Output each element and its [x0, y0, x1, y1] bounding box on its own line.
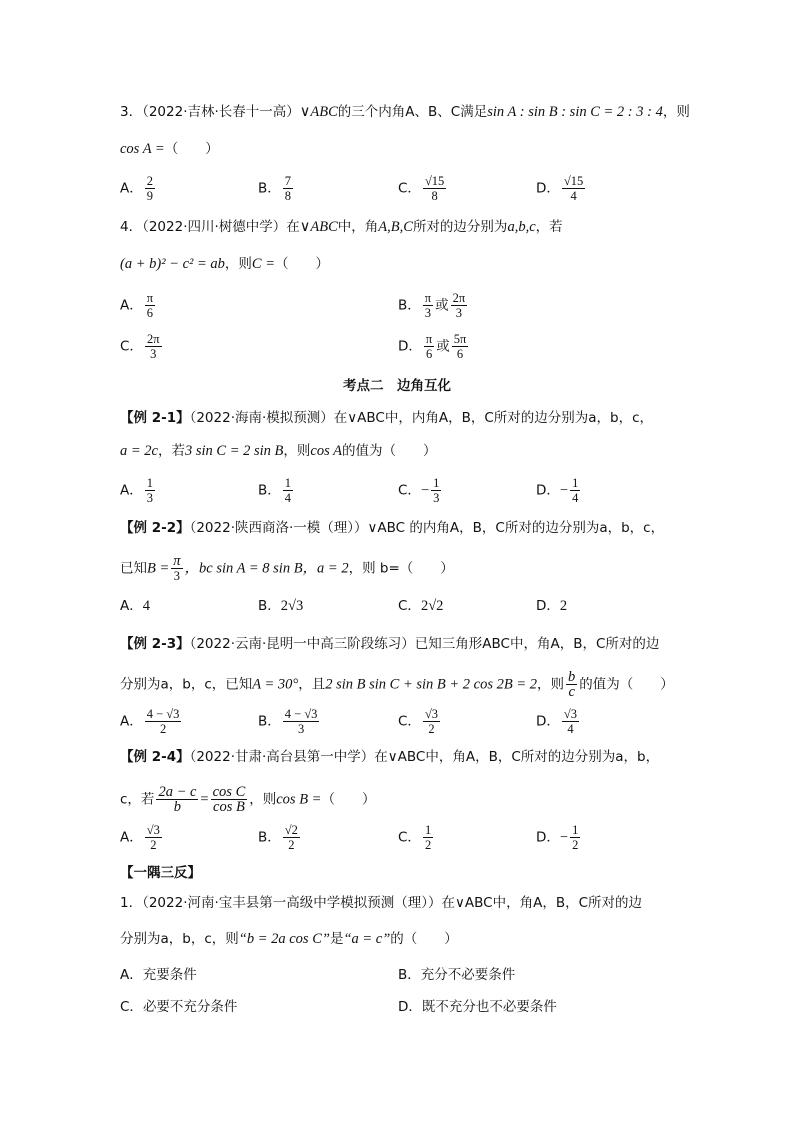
option-label: A．	[120, 297, 143, 314]
fraction-denominator: 3	[424, 306, 432, 320]
fraction-numerator: 1	[572, 823, 579, 837]
option-label: C．	[120, 338, 143, 355]
option-fraction	[283, 823, 300, 852]
question-ask: C =	[251, 256, 275, 272]
fraction-denominator: 6	[456, 347, 464, 361]
q4-option-d[interactable]	[398, 332, 470, 361]
option-value: 2	[559, 598, 568, 614]
e21-option-b[interactable]	[258, 476, 295, 505]
fraction-numerator: 1	[146, 476, 153, 490]
fraction-denominator: 4	[567, 722, 574, 736]
fraction-denominator: 3	[150, 347, 157, 361]
fraction-denominator: b	[173, 799, 182, 815]
option-fraction	[423, 707, 440, 736]
fraction-numerator: 1	[424, 823, 432, 837]
option-label: D．	[398, 338, 422, 355]
option-label: D．	[398, 999, 422, 1015]
practice-stem-line1	[120, 894, 642, 912]
q3-option-a[interactable]	[120, 174, 157, 203]
option-label: B．	[398, 297, 421, 314]
option-fraction	[423, 823, 433, 852]
q4-option-c[interactable]	[120, 332, 164, 361]
minus-sign: −	[559, 482, 569, 499]
answer-blank: （ ）	[275, 256, 329, 272]
option-label: A．	[120, 180, 143, 197]
e22-option-b[interactable]	[258, 597, 303, 615]
stem-text: 在∨ABC中，角A，B，C所对的边分别为a，b，	[374, 749, 660, 765]
stem-text: 已知三角形ABC中，角A，B，C所对的边	[414, 636, 660, 652]
e23-option-c[interactable]	[398, 707, 442, 736]
practice-option-b[interactable]	[398, 966, 515, 984]
fraction-denominator: 4	[284, 491, 292, 505]
q4-option-a[interactable]	[120, 291, 157, 320]
fraction-numerator: 1	[572, 476, 579, 490]
question-number: 4．	[120, 219, 143, 235]
option-fraction	[423, 291, 433, 320]
stem-text: 是	[329, 931, 344, 947]
practice-option-d[interactable]	[398, 998, 557, 1016]
e23-option-a[interactable]	[120, 707, 183, 736]
question-source: （2022·河南·宝丰县第一高级中学模拟预测（理））	[142, 895, 442, 911]
option-text: 既不充分也不必要条件	[421, 999, 557, 1015]
fraction-denominator: 9	[146, 189, 153, 203]
fraction-numerator: √3	[563, 707, 578, 721]
q3-stem-line1	[120, 103, 690, 121]
option-fraction	[562, 707, 579, 736]
question-source: （2022·云南·昆明一中高三阶段练习）	[189, 636, 415, 652]
option-label: C．	[398, 598, 421, 614]
fraction-denominator: 3	[146, 491, 153, 505]
fraction-denominator: 8	[431, 189, 438, 203]
stem-text: 的值为（ ）	[341, 443, 437, 459]
stem-text: 在∨ABC中，内角A，B，C所对的边分别为a，b，c，	[333, 410, 654, 426]
option-label: B．	[258, 713, 281, 730]
option-fraction	[424, 332, 434, 361]
fraction-numerator: π	[146, 291, 154, 305]
option-fraction	[570, 476, 580, 505]
option-fraction	[452, 332, 469, 361]
option-value: 2√3	[280, 598, 304, 614]
option-fraction	[145, 332, 162, 361]
stem-text: ，则	[249, 791, 277, 808]
option-label: D．	[536, 713, 560, 730]
fraction-numerator: π	[173, 553, 181, 569]
question-ask: cos A	[310, 443, 342, 459]
option-label: D．	[536, 482, 560, 499]
example-tag: 【例 2-2】	[120, 520, 190, 536]
q4-option-b[interactable]	[398, 291, 469, 320]
fraction-numerator: √2	[284, 823, 298, 837]
question-source: （2022·四川·树德中学）	[142, 219, 287, 235]
option-label: A．	[120, 713, 143, 730]
fraction-numerator: √15	[424, 174, 445, 188]
fraction-denominator: 8	[284, 189, 292, 203]
fraction-denominator: 3	[173, 569, 181, 583]
sine-condition: 3 sin C = 2 sin B	[184, 443, 284, 459]
option-label: D．	[536, 829, 560, 846]
e23-stem-line1	[120, 635, 659, 653]
condition-quote: “b = 2a cos C”	[238, 931, 330, 947]
equals-sign: =	[200, 791, 209, 808]
option-fraction	[570, 823, 580, 852]
option-fraction	[283, 174, 293, 203]
question-ask: cos A =	[120, 141, 165, 157]
example-tag: 【例 2-4】	[120, 749, 190, 765]
stem-text: 已知	[120, 560, 147, 577]
minus-sign: −	[559, 829, 569, 846]
e24-stem-line1	[120, 748, 659, 766]
stem-text: c，若	[120, 791, 155, 808]
example-tag: 【例 2-1】	[120, 410, 190, 426]
fraction-numerator: √3	[146, 823, 160, 837]
side-names: a,b,c	[507, 219, 536, 235]
section-title: 考点二 边角互化	[343, 378, 451, 394]
or-word: 或	[436, 338, 450, 355]
e24-option-c[interactable]	[398, 823, 435, 852]
stem-text: ，则 b=（ ）	[348, 560, 454, 577]
fraction-numerator: 2π	[452, 291, 466, 305]
angle-names: A、B、C	[405, 104, 461, 120]
option-label: A．	[120, 829, 143, 846]
e24-stem-line2	[120, 785, 375, 814]
stem-text: ，则	[662, 104, 690, 120]
option-label: C．	[398, 829, 421, 846]
option-fraction	[145, 823, 162, 852]
q3-option-d[interactable]	[536, 174, 587, 203]
option-fraction	[451, 291, 468, 320]
option-fraction	[283, 707, 320, 736]
e23-stem-line2	[120, 670, 674, 699]
question-ask: cos B =	[276, 791, 322, 808]
fraction-numerator: 5π	[453, 332, 467, 346]
option-label: C．	[398, 180, 421, 197]
fraction-numerator: √3	[424, 707, 439, 721]
ratio-condition: sin A : sin B : sin C = 2 : 3 : 4	[487, 104, 663, 120]
question-source: （2022·海南·模拟预测）	[189, 410, 334, 426]
option-label: D．	[536, 598, 560, 614]
stem-text: 在∨ABC中，角A，B，C所对的边	[441, 895, 643, 911]
triangle-symbol: ∨ABC	[299, 104, 338, 120]
fraction-denominator: 2	[572, 838, 579, 852]
e23-option-b[interactable]	[258, 707, 321, 736]
fraction-denominator: 2	[288, 838, 295, 852]
stem-text: 中，角	[337, 219, 379, 235]
e22-option-d[interactable]	[536, 597, 567, 615]
fraction-numerator: 1	[284, 476, 292, 490]
option-label: A．	[120, 967, 143, 983]
e24-option-a[interactable]	[120, 823, 164, 852]
equation-condition: ，bc sin A = 8 sin B，a = 2	[184, 560, 349, 577]
condition-quote: “a = c”	[343, 931, 391, 947]
angle-fraction	[171, 554, 182, 583]
left-fraction	[156, 785, 198, 814]
option-text: 充分不必要条件	[420, 967, 516, 983]
fraction-denominator: c	[568, 684, 575, 700]
fraction-numerator: 1	[433, 476, 440, 490]
option-fraction	[562, 174, 585, 203]
fraction-numerator: √15	[563, 174, 584, 188]
stem-text: 满足	[460, 104, 488, 120]
stem-text: ，则	[537, 676, 565, 693]
fraction-numerator: 2	[146, 174, 153, 188]
fraction-denominator: 6	[425, 347, 433, 361]
option-label: A．	[120, 598, 143, 614]
e21-option-d[interactable]	[536, 476, 582, 505]
fraction-denominator: 3	[433, 491, 440, 505]
fraction-numerator: 4 − √3	[284, 707, 318, 721]
option-text: 充要条件	[142, 967, 197, 983]
example-tag: 【例 2-3】	[120, 636, 190, 652]
fraction-denominator: 4	[572, 491, 579, 505]
option-text: 必要不充分条件	[142, 999, 238, 1015]
q4-stem-line2	[120, 255, 329, 273]
option-fraction	[423, 174, 446, 203]
stem-text: 分别为a，b，c，则	[120, 931, 239, 947]
ratio-fraction	[566, 670, 577, 699]
question-source: （2022·陕西商洛·一模（理））	[189, 520, 368, 536]
option-value: 4	[142, 598, 150, 614]
option-fraction	[145, 707, 182, 736]
stem-text: ，若	[535, 219, 563, 235]
or-word: 或	[435, 297, 449, 314]
stem-text: ，则	[224, 256, 252, 272]
fraction-numerator: 2a − c	[158, 784, 197, 800]
stem-text: 的值为（ ）	[579, 676, 674, 693]
fraction-numerator: π	[424, 291, 432, 305]
angle-names: A,B,C	[378, 219, 413, 235]
e22-option-c[interactable]	[398, 597, 443, 615]
option-fraction	[145, 174, 155, 203]
fraction-numerator: b	[568, 669, 576, 685]
answer-blank: （ ）	[321, 791, 376, 808]
right-fraction	[211, 785, 248, 814]
e23-option-d[interactable]	[536, 707, 581, 736]
e21-stem-line2	[120, 442, 436, 460]
e24-option-b[interactable]	[258, 823, 302, 852]
fraction-denominator: 6	[146, 306, 154, 320]
fraction-denominator: 4	[570, 189, 577, 203]
option-label: A．	[120, 482, 143, 499]
fraction-denominator: 3	[297, 722, 305, 736]
fraction-denominator: 2	[424, 838, 432, 852]
question-source: （2022·甘肃·高台县第一中学）	[189, 749, 375, 765]
stem-text: ，且	[298, 676, 326, 693]
angle-b-label: B =	[147, 560, 170, 577]
practice-option-c[interactable]	[120, 998, 237, 1016]
option-label: D．	[536, 180, 560, 197]
fraction-denominator: cos B	[213, 799, 245, 815]
option-fraction	[145, 476, 155, 505]
minus-sign: −	[420, 482, 430, 499]
practice-heading-text: 【一隅三反】	[120, 865, 201, 881]
stem-text: 的（ ）	[390, 931, 458, 947]
fraction-numerator: π	[425, 332, 433, 346]
q3-option-b[interactable]	[258, 174, 295, 203]
fraction-denominator: 2	[428, 722, 435, 736]
option-fraction	[431, 476, 441, 505]
stem-text: ，则	[283, 443, 311, 459]
option-fraction	[145, 291, 155, 320]
q4-stem-line1	[120, 218, 563, 236]
equation-condition: (a + b)² − c² = ab	[120, 256, 225, 272]
fraction-numerator: cos C	[212, 784, 246, 800]
option-label: C．	[398, 713, 421, 730]
e22-stem-line2	[120, 554, 454, 583]
question-number: 1．	[120, 895, 143, 911]
option-label: B．	[258, 482, 281, 499]
practice-option-a[interactable]	[120, 966, 197, 984]
option-label: B．	[398, 967, 421, 983]
stem-text: 所对的边分别为	[412, 219, 508, 235]
question-source: （2022·吉林·长春十一高）	[142, 104, 300, 120]
triangle-symbol: ∨ABC	[299, 219, 338, 235]
practice-heading	[120, 864, 201, 882]
option-fraction	[283, 476, 293, 505]
trig-condition: 2 sin B sin C + sin B + 2 cos 2B = 2	[325, 676, 538, 693]
option-label: C．	[120, 999, 143, 1015]
option-label: B．	[258, 598, 281, 614]
fraction-denominator: 2	[150, 838, 157, 852]
e22-option-a[interactable]	[120, 597, 150, 615]
q3-stem-line2	[120, 140, 219, 158]
e24-option-d[interactable]	[536, 823, 582, 852]
practice-stem-line2	[120, 930, 458, 948]
fraction-denominator: 2	[159, 722, 167, 736]
fraction-numerator: 2π	[146, 332, 160, 346]
e21-option-c[interactable]	[398, 476, 443, 505]
answer-blank: （ ）	[164, 141, 219, 157]
fraction-numerator: 4 − √3	[146, 707, 180, 721]
option-label: C．	[398, 482, 421, 499]
option-label: B．	[258, 180, 281, 197]
option-value: 2√2	[420, 598, 444, 614]
q3-option-c[interactable]	[398, 174, 448, 203]
question-number: 3．	[120, 104, 143, 120]
option-label: B．	[258, 829, 281, 846]
stem-text: ∨ABC 的内角A，B，C所对的边分别为a，b，c，	[367, 520, 665, 536]
stem-text: 分别为a，b，c，已知	[120, 676, 253, 693]
fraction-denominator: 3	[455, 306, 462, 320]
stem-text: 在	[286, 219, 300, 235]
angle-condition: A = 30°	[252, 676, 299, 693]
stem-text: ，若	[157, 443, 185, 459]
stem-text: 的三个内角	[337, 104, 406, 120]
e21-option-a[interactable]	[120, 476, 157, 505]
e21-stem-line1	[120, 409, 653, 427]
e22-stem-line1	[120, 519, 664, 537]
side-condition: a = 2c	[120, 443, 158, 459]
fraction-numerator: 7	[284, 174, 292, 188]
